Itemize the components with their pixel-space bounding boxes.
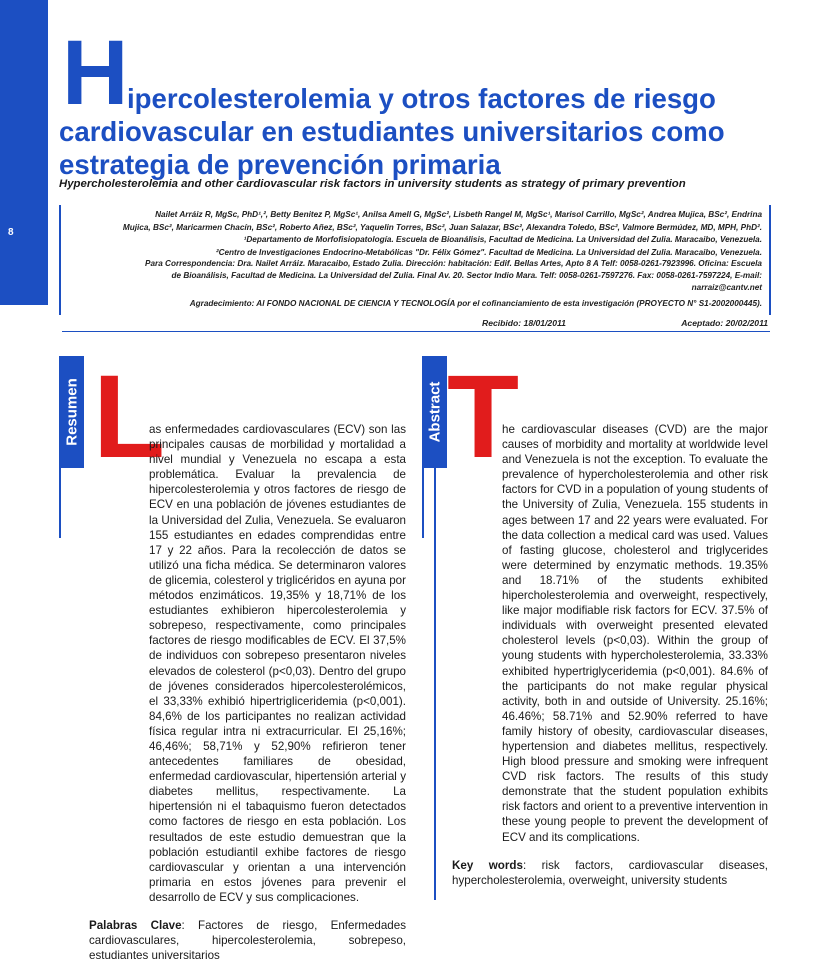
author-list — [62, 209, 762, 259]
resumen-tab — [59, 356, 84, 468]
affiliation-2: ²Centro de Investigaciones Endocrino-Metabólicas "Dr. Félix Gómez". Facultad de Medicina. La Universidad del Zulia. Maracaibo, Venezuela. — [215, 247, 762, 257]
correspondence — [62, 258, 762, 295]
abstract-body — [452, 422, 768, 845]
abstract-tab-label: Abstract — [426, 381, 443, 443]
resumen-side-line — [59, 468, 61, 538]
abstract-text: he cardiovascular diseases (CVD) are the major causes of morbidity and mortality at worldwide level and Venezuela is not the exception. To evaluate the prevalence of hypercholesterolemia and other risk factors for CVD in a population of young students of the University of Zulia, Venezuela. 155 students in ages between 17 and 22 years were evaluated. For the data collection a medical card was used. Values of fasting glucose, cholesterol and triglycerides were determined by enzymatic methods. 19.35% and 18.71% of the students exhibited hipercholesterolemia and overweight, respectively, like major modifiable risk factors for ECV. 37.5% of individuals with overweight presented elevated cholesterol levels (p<0,03). Within the group of young students with hypercholesterolemia, 33.33% exhibited hypertriglyceridemia (p<0,001). 84.6% of the participants do not make regular physical activity, both in and outside of University. 25.16%; 46.46%; 58.71% and 52.90% referred to have family history of obesity, cardiovascular diseases, hypertension and diabetes mellitus, respectively. High blood pressure and smoking were infrequent CVD risk factors. The results of this study demonstrate that the student population exhibits risk factors and orient to a preventive intervention in these young people to prevent the development of ECV and its complications. — [502, 423, 768, 844]
resumen-body — [89, 422, 406, 905]
received-date: Recibido: 18/01/2011 — [482, 318, 566, 328]
abstract-keywords-text: : risk factors, cardiovascular diseases, hypercholesterolemia, overweight, university students — [452, 858, 768, 887]
title-line-2: cardiovascular en estudiantes universitarios como — [59, 116, 725, 147]
resumen-text: as enfermedades cardiovasculares (ECV) son las principales causas de morbilidad y mortalidad a nivel mundial y Venezuela no escapa a esta problemática. Evaluar la prevalencia de hipercolesterolemia y otros factores de riesgo de ECV en una población de jóvenes estudiantes de la Universidad del Zulia, Venezuela. Se evaluaron 155 estudiantes en edades comprendidas entre 17 y 22 años. Para la recolección de datos se utilizó una ficha médica. Se determinaron valores de glicemia, colesterol y triglicéridos en ayuna por métodos enzimáticos. 19,35% y 18,71% de los estudiantes exhibieron hipercolesterolemia y sobrepeso, respectivamente, como principales factores de riesgo modificables de ECV. El 37,5% de individuos con sobrepeso presentaron niveles elevados de colesterol (p<0,03). Dentro del grupo de jóvenes considerados hipercolesterolémicos, el 33,33% exhibió hipertrigliceridemia (p<0,001). 84,6% de los participantes no realizan actividad física regular intra ni extracurricular. El 25,16%; 46,46%; 58,71% y 52,90% refirieron tener antecedentes familiares de obesidad, enfermedad cardiovascular, hipertensión arterial y diabetes mellitus, respectivamente. La hipertensión ni el tabaquismo fueron detectados como factores de riesgo en esta población. Los resultados de este estudio demuestran que la población estudiantil exhibe factores de riesgo cardiovascular y orientan a una intervención primaria en estos jóvenes para prevenir el desarrollo de ECV y sus complicaciones. — [149, 423, 406, 904]
correspondence-email: narraiz@cantv.net — [691, 283, 762, 293]
resumen-keywords-label: Palabras Clave — [89, 919, 182, 932]
column-divider — [434, 468, 436, 900]
abstract-keywords-label: Key words — [452, 858, 523, 872]
side-color-bar — [0, 0, 48, 305]
title-line-3: estrategia de prevención primaria — [59, 149, 501, 180]
acknowledgement: Agradecimiento: Al FONDO NACIONAL DE CIENCIA Y TECNOLOGÍA por el cofinanciamiento de esta investigación (PROYECTO N° S1-2002000445). — [189, 299, 762, 308]
affiliation-1: ¹Departamento de Morfofisiopatología. Escuela de Bioanálisis, Facultad de Medicina. La Universidad del Zulia. Maracaibo, Venezuela. — [243, 235, 762, 245]
article-title — [59, 82, 814, 181]
authors-line: Nailet Arráiz R, MgSc, PhD¹,², Betty Benitez P, MgSc¹, Anilsa Amell G, MgSc², Lisbeth Rangel M, MgSc¹, Marisol Carrillo, MgSc², Andrea Mujica, BSc², Endrina — [155, 210, 762, 219]
correspondence-line: Para Correspondencia: Dra. Nailet Arráiz. Maracaibo, Estado Zulia. Dirección: habitación: Edif. Bellas Artes, Apto 8 A Telf: 0058-0261-7923996. Oficina: Escuela — [145, 259, 762, 268]
header-divider — [62, 331, 770, 332]
abstract-keywords — [452, 858, 768, 888]
title-initial: H — [62, 22, 129, 124]
abstract-dropcap: T — [447, 351, 520, 483]
accepted-date: Aceptado: 20/02/2011 — [681, 318, 768, 328]
page-number: 8 — [8, 227, 14, 238]
resumen-keywords — [89, 918, 406, 963]
correspondence-line: de Bioanálisis, Facultad de Medicina. La Universidad del Zulia. Final Av. 20. Sector Indio Mara. Telf: 0058-0261-7597276. Fax: 0058-0261-7597224, E-mail: — [171, 271, 762, 281]
abstract-tab — [422, 356, 447, 468]
resumen-keywords-text: : Factores de riesgo, Enfermedades cardiovasculares, hipercolesterolemia, sobrepeso, estudiantes universitarios — [89, 919, 407, 963]
resumen-column — [89, 422, 406, 963]
resumen-tab-label: Resumen — [63, 378, 80, 446]
abstract-column — [452, 422, 768, 888]
english-title: Hypercholesterolemia and other cardiovascular risk factors in university students as strategy of primary prevention — [59, 178, 686, 190]
title-line-1: ipercolesterolemia y otros factores de riesgo — [127, 83, 716, 114]
resumen-dropcap: L — [93, 351, 166, 483]
abstract-side-line — [422, 468, 424, 538]
authors-line: Mujica, BSc², Maricarmen Chacín, BSc², Roberto Añez, BSc², Yaquelin Torres, BSc², Juan Salazar, BSc², Alexandra Toledo, BSc², Valmore Bermúdez, MD, MPH, PhD². — [122, 222, 762, 232]
